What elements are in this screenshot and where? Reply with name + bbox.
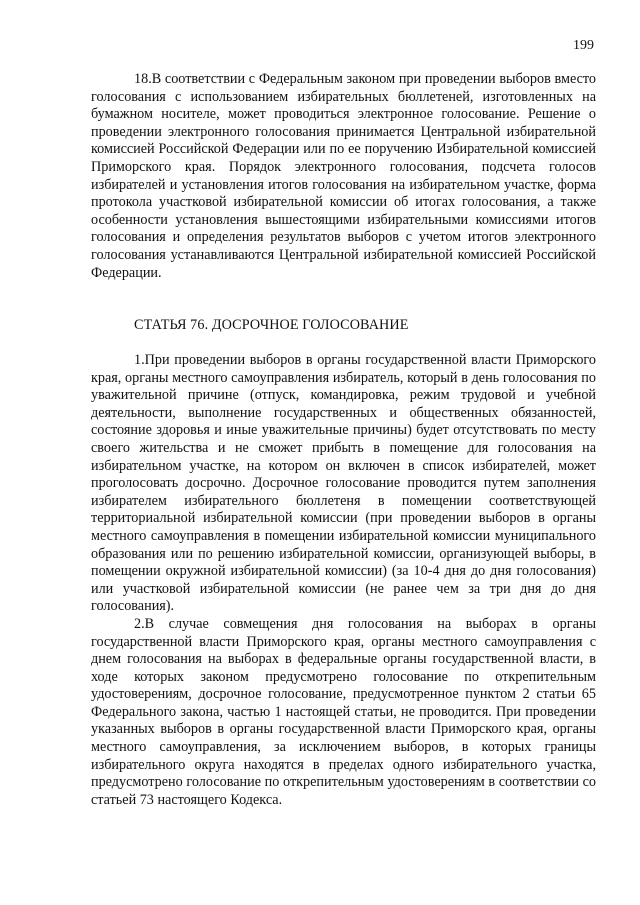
paragraph-18-block xyxy=(91,71,596,282)
page-number: 199 xyxy=(573,38,594,53)
article-paragraph-1: 1.При проведении выборов в органы государственной власти Приморского края, органы местного самоуправления избиратель, который в день голосования по уважительной причине (отпуск, командировка, режим трудовой и учебной деятельности, выполнение государственных и общественных обязанностей, состояние здоровья и иные уважительные причины) будет отсутствовать по месту своего жительства и не сможет прибыть в помещение для голосования на избирательном участке, на котором он включен в список избирателей, может проголосовать досрочно. Досрочное голосование проводится путем заполнения избирателем избирательного бюллетеня в помещении соответствующей территориальной избирательной комиссии (при проведении выборов в органы местного самоуправления в помещении избирательной комиссии муниципального образования или по решению избирательной комиссии, организующей выборы, в помещении окружной избирательной комиссии) (за 10-4 дня до дня голосования) или участковой избирательной комиссии (не ранее чем за три дня до дня голосования). xyxy=(91,352,596,615)
paragraph-18: 18.В соответствии с Федеральным законом при проведении выборов вместо голосования с использованием избирательных бюллетеней, изготовленных на бумажном носителе, может проводиться электронное голосование. Решение о проведении электронного голосования принимается Центральной избирательной комиссией Российской Федерации или по ее поручению Избирательной комиссией Приморского края. Порядок электронного голосования, подсчета голосов избирателей и установления итогов голосования на избирательном участке, форма протокола участковой избирательной комиссии об итогах голосования, а также особенности установления вышестоящими избирательными комиссиями итогов голосования и определения результатов выборов с учетом итогов электронного голосования устанавливаются Центральной избирательной комиссией Российской Федерации. xyxy=(91,71,596,281)
article-heading: СТАТЬЯ 76. ДОСРОЧНОЕ ГОЛОСОВАНИЕ xyxy=(134,317,409,333)
article-paragraph-2: 2.В случае совмещения дня голосования на выборах в органы государственной власти Приморского края, органы местного самоуправления с днем голосования на выборах в федеральные органы государственной власти, в ходе которых законом предусмотрено голосование по открепительным удостоверениям, досрочное голосование, предусмотренное пунктом 2 статьи 65 Федерального закона, частью 1 настоящей статьи, не проводится. При проведении указанных выборов в органы государственной власти Приморского края, органы местного самоуправления, за исключением выборов, в которых границы избирательного округа находятся в пределах одного избирательного участка, предусмотрено голосование по открепительным удостоверениям в соответствии со статьей 73 настоящего Кодекса. xyxy=(91,615,596,808)
article-76-body xyxy=(91,352,596,809)
